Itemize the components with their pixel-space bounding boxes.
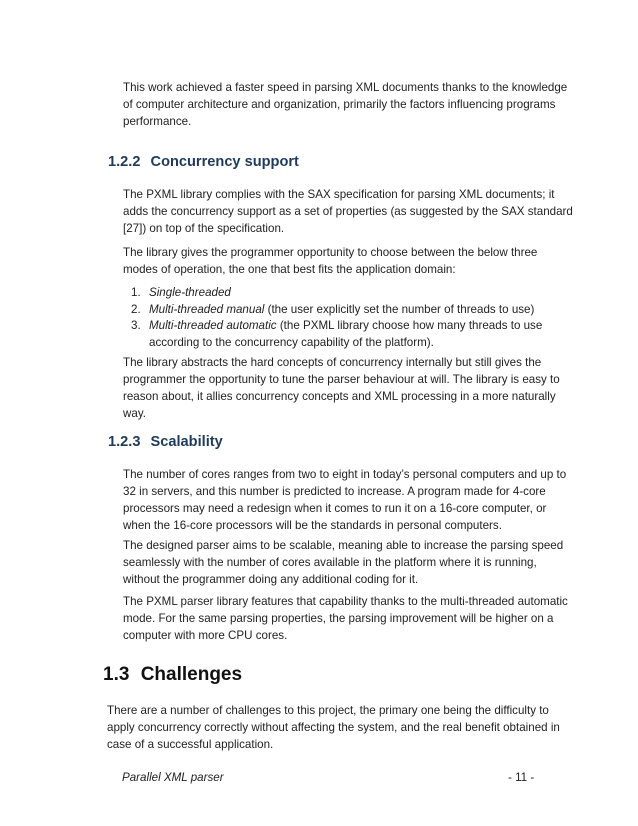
section-heading-scalability	[108, 434, 223, 450]
operation-modes-list	[131, 285, 571, 351]
mode-name: Single-threaded	[149, 286, 231, 299]
footer-document-title: Parallel XML parser	[122, 771, 224, 784]
challenges-paragraph: There are a number of challenges to this project, the primary one being the difficulty to apply concurrency correctly without affecting the system, and the real benefit obtained in case of a successful application.	[107, 704, 560, 751]
footer-page-number: - 11 -	[508, 771, 535, 784]
scalability-paragraph-2: The designed parser aims to be scalable, meaning able to increase the parsing speed seamlessly with the number of cores available in the platform where it is running, without the programmer doing any additional coding for it.	[123, 539, 564, 586]
list-marker: 2.	[131, 302, 141, 316]
section-number: 1.3	[103, 664, 130, 685]
mode-name: Multi-threaded manual	[149, 302, 265, 316]
list-item	[131, 302, 571, 319]
intro-paragraph: This work achieved a faster speed in parsing XML documents thanks to the knowledge of computer architecture and organization, primarily the factors influencing programs performance.	[123, 81, 568, 128]
mode-name: Multi-threaded automatic	[149, 319, 277, 332]
scalability-paragraph-1: The number of cores ranges from two to eight in today’s personal computers and up to 32 in servers, and this number is predicted to increase. A program made for 4-core processors may need a redesign when it comes to run it on a 16-core computer, or when the 16-core processors will be the standards in personal computers.	[123, 468, 567, 532]
section-heading-concurrency-support	[108, 154, 299, 170]
list-item	[131, 285, 571, 302]
list-marker: 3.	[131, 319, 141, 332]
concurrency-paragraph-2: The library gives the programmer opportunity to choose between the below three modes of operation, the one that best fits the application domain:	[123, 246, 538, 276]
mode-description: (the PXML library choose how many threads to use according to the concurrency capability of the platform).	[149, 319, 543, 349]
section-heading-challenges	[103, 664, 242, 686]
scalability-paragraph-3: The PXML parser library features that capability thanks to the multi-threaded automatic mode. For the same parsing properties, the parsing improvement will be higher on a computer with more CPU cores.	[123, 595, 568, 642]
concurrency-paragraph-1: The PXML library complies with the SAX specification for parsing XML documents; it adds the concurrency support as a set of properties (as suggested by the SAX standard [27]) on top of the specification.	[123, 188, 573, 235]
section-title: Scalability	[150, 434, 223, 450]
section-number: 1.2.3	[108, 434, 141, 450]
mode-description: (the user explicitly set the number of threads to use)	[264, 302, 535, 316]
section-number: 1.2.2	[108, 154, 141, 170]
section-title: Concurrency support	[150, 154, 299, 170]
list-marker: 1.	[131, 286, 141, 299]
concurrency-paragraph-3: The library abstracts the hard concepts of concurrency internally but still gives the programmer the opportunity to tune the parser behaviour at will. The library is easy to reason about, it allies concurrency concepts and XML processing in a more naturally way.	[123, 356, 560, 420]
list-item	[131, 318, 571, 351]
section-title: Challenges	[140, 664, 243, 685]
